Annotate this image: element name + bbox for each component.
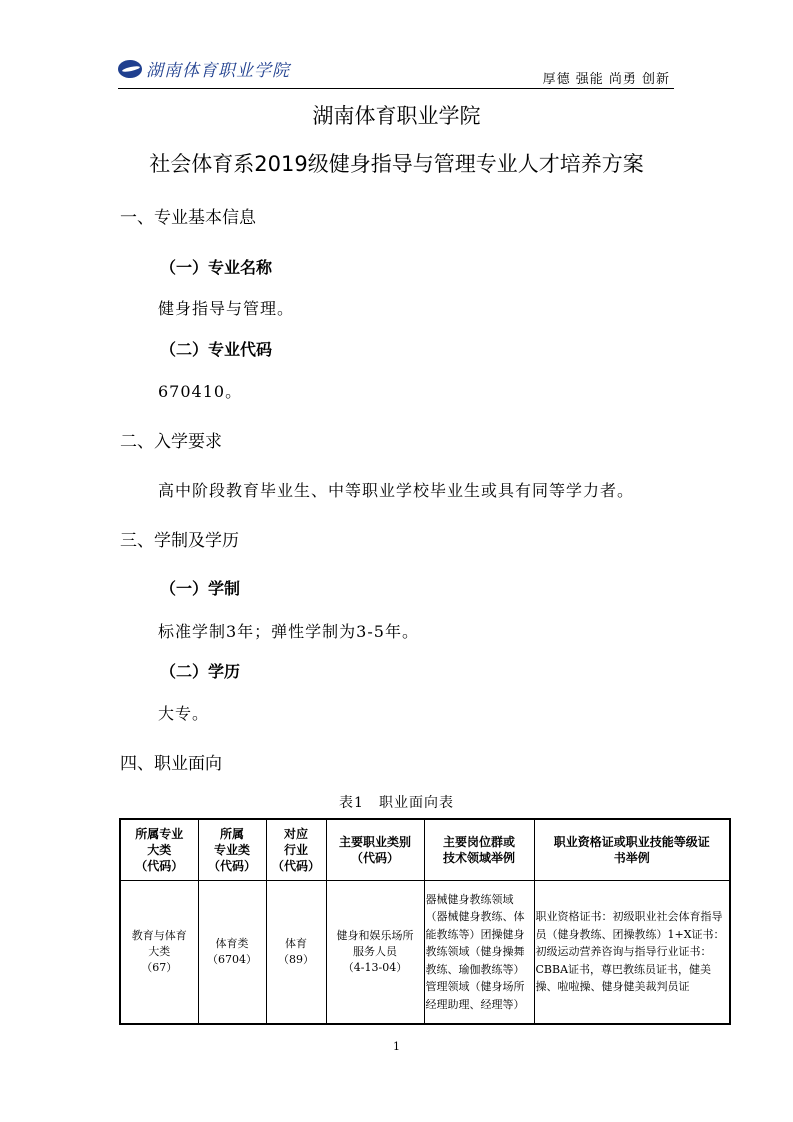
section-2-text: 高中阶段教育毕业生、中等职业学校毕业生或具有同等学力者。: [158, 481, 635, 500]
table-row: [120, 881, 730, 1025]
section-1-heading: 一、专业基本信息: [120, 208, 256, 228]
school-motto: 厚德 强能 尚勇 创新: [542, 72, 670, 87]
section-1-sub1-heading: （一）专业名称: [160, 258, 273, 277]
section-3-sub1-heading: （一）学制: [160, 579, 241, 598]
table-header-cell: 所属专业 大类 （代码）: [120, 819, 198, 881]
logo-emblem-icon: [118, 60, 142, 78]
table-cell: 器械健身教练领域（器械健身教练、体能教练等）团操健身教练领域（健身操舞教练、瑜伽教练等）管理领域（健身场所经理助理、经理等）: [424, 881, 534, 1025]
table-cell: 职业资格证书：初级职业社会体育指导员（健身教练、团操教练）1+X证书：初级运动营养咨询与指导行业证书：CBBA证书，尊巴教练员证书，健美操、啦啦操、健身健美裁判员证: [534, 881, 730, 1025]
table-caption: 表1 职业面向表: [339, 795, 454, 811]
school-logo: [118, 56, 290, 81]
plan-title: 社会体育系2019级健身指导与管理专业人才培养方案: [149, 152, 644, 176]
table-header-cell: 主要职业类别 （代码）: [326, 819, 424, 881]
section-3-sub2-heading: （二）学历: [160, 662, 241, 681]
table-cell: 体育 （89）: [266, 881, 326, 1025]
section-3-sub1-text: 标准学制3年；弹性学制为3-5年。: [158, 622, 419, 641]
table-header-cell: 所属 专业类 （代码）: [198, 819, 266, 881]
section-3-heading: 三、学制及学历: [120, 531, 239, 551]
table-cell: 健身和娱乐场所 服务人员 （4-13-04）: [326, 881, 424, 1025]
section-1-sub2-text: 670410。: [158, 382, 243, 401]
career-orientation-table: [119, 818, 731, 1025]
table-header-row: [120, 819, 730, 881]
table-header-cell: 职业资格证或职业技能等级证 书举例: [534, 819, 730, 881]
section-2-heading: 二、入学要求: [120, 432, 222, 452]
page-header: [118, 52, 674, 89]
section-1-sub2-heading: （二）专业代码: [160, 340, 273, 359]
school-title: 湖南体育职业学院: [312, 104, 481, 128]
page-number: 1: [393, 1040, 400, 1053]
section-4-heading: 四、职业面向: [120, 754, 222, 774]
logo-text: 湖南体育职业学院: [146, 61, 290, 81]
table-cell: 教育与体育 大类 （67）: [120, 881, 198, 1025]
table-header-cell: 主要岗位群或 技术领域举例: [424, 819, 534, 881]
table-cell: 体育类 （6704）: [198, 881, 266, 1025]
section-3-sub2-text: 大专。: [158, 704, 210, 723]
table-header-cell: 对应 行业 （代码）: [266, 819, 326, 881]
section-1-sub1-text: 健身指导与管理。: [158, 299, 295, 318]
